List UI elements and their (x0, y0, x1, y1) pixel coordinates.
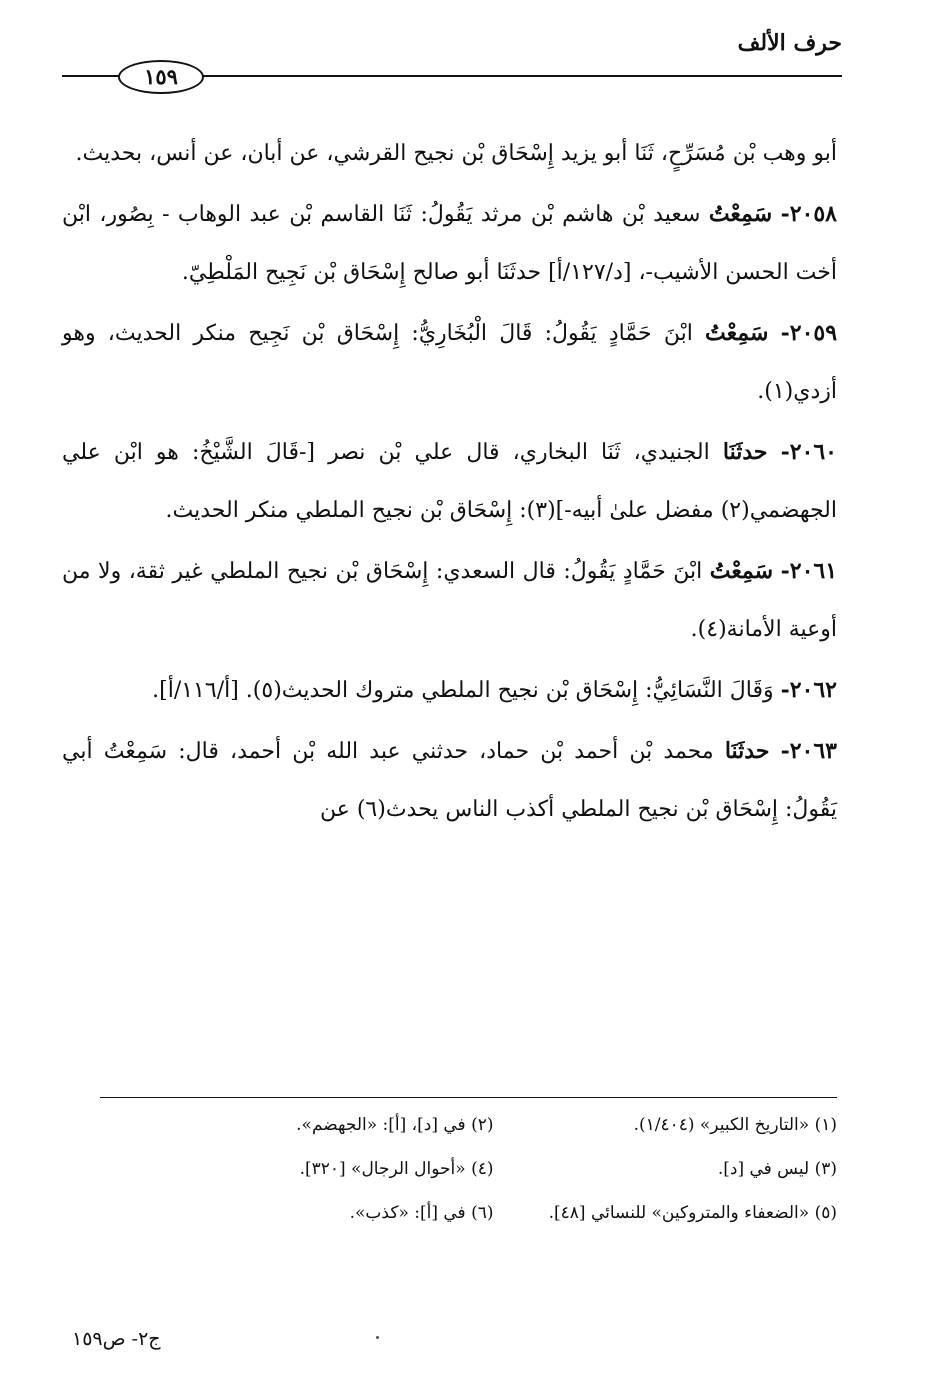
footnote-separator (100, 1097, 837, 1098)
page-number-badge: ١٥٩ (118, 60, 204, 94)
footnotes (150, 1115, 837, 1247)
paragraph-continuation (62, 125, 837, 183)
entry-2059 (62, 304, 837, 421)
entry-text: وَقَالَ النَّسَائِيُّ: إِسْحَاق بْن نجيح الملطي متروك الحديث(٥). [أ/١١٦/أ]. (152, 678, 774, 703)
entry-keyword: سَمِعْتُ (705, 320, 769, 346)
print-speck (376, 1336, 379, 1339)
entry-text: ابْنَ حَمَّادٍ يَقُولُ: قال السعدي: إِسْحَاق بْن نجيح الملطي غير ثقة، ولا من أوعية الأمانة(٤). (62, 559, 837, 642)
footnote-6: (٦) في [أ]: «كذب». (349, 1203, 494, 1223)
entry-keyword: حدثَنَا (724, 738, 770, 764)
entry-text: محمد بْن أحمد بْن حماد، حدثني عبد الله بْن أحمد، قال: سَمِعْتُ أبي يَقُولُ: إِسْحَاق بْن نجيح الملطي أكذب الناس يحدث(٦) عن (62, 739, 837, 822)
entry-text: الجنيدي، ثَنَا البخاري، قال علي بْن نصر [-قَالَ الشَّيْخُ: هو ابْن علي الجهضمي(٢) مفضل علىٰ أبيه-](٣): إِسْحَاق بْن نجيح الملطي منكر الحديث. (62, 440, 837, 523)
footnote-5: (٥) «الضعفاء والمتروكين» للنسائي [٤٨]. (548, 1203, 837, 1223)
entry-keyword: سَمِعْتُ (708, 201, 773, 227)
entry-2058 (62, 185, 837, 302)
footnote-4: (٤) «أحوال الرجال» [٣٢٠]. (299, 1159, 494, 1179)
entry-number: ٢٠٦٢- (780, 677, 837, 703)
entry-number: ٢٠٦٠- (780, 439, 837, 465)
entry-keyword: حدثَنَا (722, 439, 768, 465)
entry-text: ابْنَ حَمَّادٍ يَقُولُ: قَالَ الْبُخَارِيُّ: إِسْحَاق بْن نَجِيح منكر الحديث، وهو أزدي(١). (62, 321, 837, 404)
entry-text: سعيد بْن هاشم بْن مرثد يَقُولُ: ثَنَا القاسم بْن عبد الوهاب - بِصُور، ابْن أخت الحسن الأشيب-، [د/١٢٧/أ] حدثَنَا أبو صالح إِسْحَاق بْن نَجِيح المَلْطِيّ. (62, 202, 837, 285)
entry-2061 (62, 542, 837, 659)
footnote-row (150, 1203, 837, 1247)
main-text (62, 125, 837, 841)
footnote-3: (٣) ليس في [د]. (717, 1159, 837, 1179)
footnote-row (150, 1115, 837, 1159)
volume-page-reference: ج٢- ص١٥٩ (72, 1328, 161, 1350)
entry-number: ٢٠٥٨- (780, 201, 837, 227)
entry-number: ٢٠٦٣- (780, 738, 837, 764)
entry-2060 (62, 423, 837, 540)
footnote-2: (٢) في [د]، [أ]: «الجهضم». (296, 1115, 494, 1135)
entry-number: ٢٠٥٩- (780, 320, 838, 346)
footnote-row (150, 1159, 837, 1203)
entry-2062 (62, 661, 837, 720)
entry-2063 (62, 722, 837, 839)
entry-number: ٢٠٦١- (780, 558, 838, 584)
entry-keyword: سَمِعْتُ (709, 558, 774, 584)
paragraph-text: أبو وهب بْن مُسَرِّحٍ، ثَنَا أبو يزيد إِسْحَاق بْن نجيح القرشي، عن أبان، عن أنس، بحديث. (75, 141, 837, 166)
footnote-1: (١) «التاريخ الكبير» (١/٤٠٤). (633, 1115, 837, 1135)
chapter-title: حرف الألف (737, 30, 842, 56)
